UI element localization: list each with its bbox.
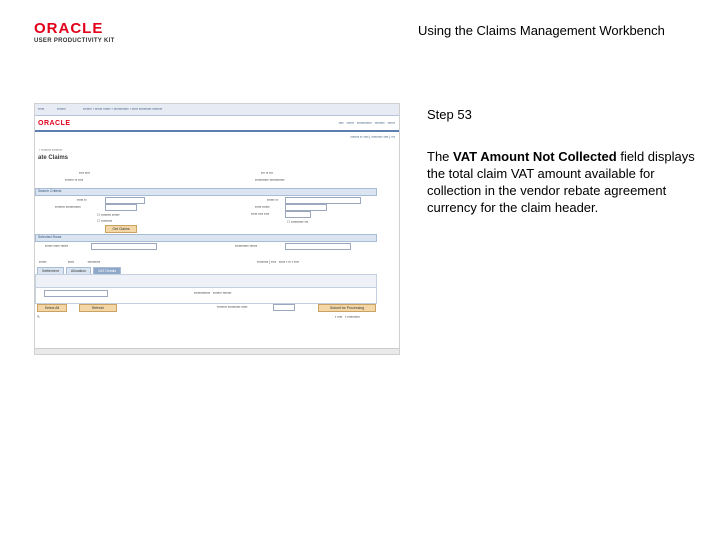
app-supplier-field[interactable] [105,204,137,211]
app-rebate-id-field[interactable] [285,197,361,204]
desc-pre: The [427,149,454,164]
app-refresh-button[interactable]: Refresh [79,304,117,312]
app-label: ▪▪▪▪▪▪ ▪▪ [267,198,278,202]
app-nav-links: ▪▪▪▪▪▪▪ ▪▪ ▪▪▪▪ | ▪▪▪▪▪▪▪▪▪ ▪▪▪▪ | ▪▪▪ [350,135,395,139]
app-top-links: ▪▪▪▪ ▪▪▪▪▪▪ ▪▪▪▪▪▪▪▪▪▪▪▪ ▪▪▪▪▪▪▪▪ ▪▪▪▪▪▪ [338,121,395,125]
app-grid-header [36,275,376,288]
app-breadcrumb: ‹ ▪▪▪▪▪▪▪▪ ▪▪▪▪▪▪▪▪ [39,148,62,152]
app-label: ▪▪▪▪▪▪▪▪▪▪▪ ▪▪▪▪▪▪ [235,244,258,248]
app-tab-vat-details[interactable]: VAT Details [93,267,121,275]
app-label: ▪▪▪▪▪▪ ▪▪▪▪▪ ▪▪▪▪▪▪ [45,244,69,248]
app-section-search-label: Search Criteria [38,189,62,193]
app-section-selected[interactable] [35,234,377,242]
app-label: ☐ ▪▪▪▪▪▪▪▪ ▪▪▪▪▪▪ [97,213,120,217]
logo-product: USER PRODUCTIVITY KIT [34,38,115,44]
app-tab-strip [37,267,122,274]
app-save-icon[interactable]: ✎ [37,315,40,319]
menu-bar: ▪▪▪▪▪ ▪▪▪▪▪▪▪ ▪▪▪▪▪▪▪ › ▪▪▪▪▪▪ ▪▪▪▪▪▪ › ▪▪▪▪▪▪▪▪▪▪▪▪ › ▪▪▪▪▪ ▪▪▪▪▪▪▪▪▪▪ ▪▪▪▪▪▪▪▪ [35,104,399,116]
app-claims-grid [35,274,377,304]
step-description [427,148,707,216]
desc-post: field displays the total claim VAT amount available for collection in the vendor rebate agreement currency for the claim header. [427,149,695,215]
app-section-search[interactable] [35,188,377,196]
app-grid-row-text: ▪▪▪▪▪▪▪▪▪▪▪▪▪ ▪▪▪▪▪▪▪ ▪▪▪▪▪▪▪ [194,291,232,295]
app-apply-select[interactable] [285,243,351,250]
app-get-claims-button[interactable]: Get Claims [105,225,137,233]
app-label: ▪▪▪▪▪▪ ▪▪▪▪▪ ▪▪▪▪▪▪▪▪▪▪ [39,260,101,264]
app-tab-allocation[interactable]: Allocation [66,267,91,275]
app-label: ▪▪▪▪▪▪▪▪▪▪▪ ▪▪▪▪▪▪▪▪▪▪▪▪ [255,178,285,182]
application-screenshot [34,103,400,355]
app-oracle-logo: ORACLE [38,120,71,127]
app-select-all-button[interactable]: Select All [37,304,67,312]
app-label: ☐ ▪▪▪▪▪▪▪▪▪ [97,219,113,223]
app-label: ▪▪▪▪▪▪▪▪ ▪▪▪▪▪▪▪▪▪▪ ▪▪▪▪▪ [217,305,248,309]
app-label: ☐ ▪▪▪▪▪▪▪▪▪▪ ▪▪▪ [287,220,309,224]
app-date-field[interactable] [285,211,311,218]
app-label: ▪▪▪▪▪ ▪▪▪▪ ▪▪▪▪ [251,212,270,216]
app-claim-status-field[interactable] [285,204,327,211]
app-horizontal-scrollbar[interactable] [35,348,399,354]
app-section-selected-label: Selected Rows [38,235,62,239]
app-label: ▪▪▪▪ ▪▪▪▪ [79,171,90,175]
logo-brand: ORACLE [34,20,104,37]
app-submit-button[interactable]: Submit for Processing [318,304,376,312]
step-label: Step 53 [427,107,472,122]
app-accounting-date-field[interactable] [273,304,295,311]
app-page-title: ate Claims [38,155,69,161]
document-title: Using the Claims Management Workbench [418,23,665,38]
desc-field-name: VAT Amount Not Collected [453,149,617,164]
app-action-select[interactable] [91,243,157,250]
app-label: ▪▪▪▪▪▪▪▪ ▪▪▪▪▪▪▪▪▪▪▪▪ [55,205,81,209]
app-label: ▪▪▪▪▪ ▪▪▪▪▪▪ [255,205,270,209]
app-label: ▪▪▪ ▪▪ ▪▪▪ [261,171,273,175]
app-brand-bar [35,116,399,132]
app-label: ▪▪▪▪▪ ▪▪ [77,198,87,202]
app-claim-id-field[interactable] [105,197,145,204]
oracle-upk-logo [34,22,134,44]
app-grid-select[interactable] [44,290,108,297]
app-label: ▪▪▪▪▪▪▪▪▪ | ▪▪▪▪ ▪▪▪▪▪ ▪ ▪▪ ▪ ▪▪▪▪ [257,260,299,264]
app-label: ▪▪▪▪▪▪▪ ▪▪ ▪▪▪▪ [65,178,84,182]
app-tab-settlement[interactable]: Settlement [37,267,64,275]
app-bottom-links: ▪ ▪▪▪▪ ▪ ▪▪▪▪▪▪▪▪▪▪ [335,315,360,319]
